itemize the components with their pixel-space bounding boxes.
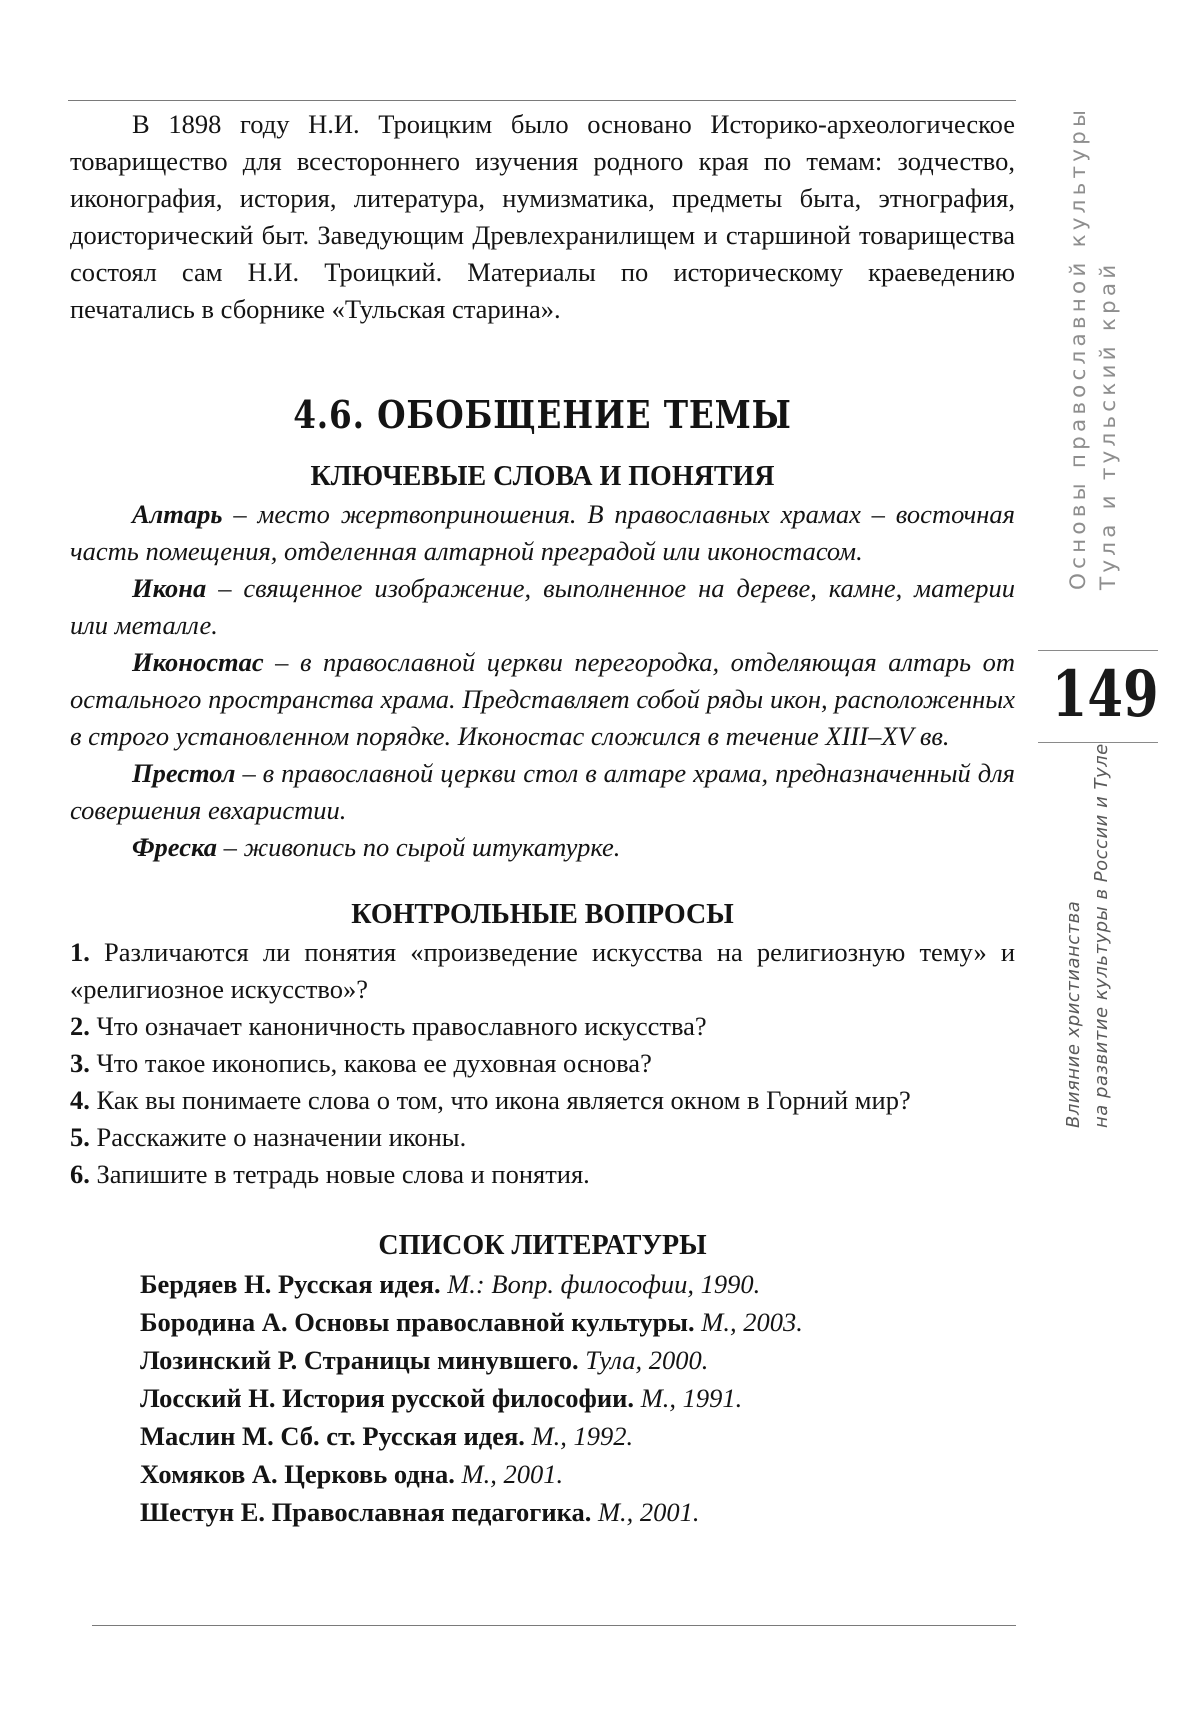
sidebar-chapter-title-line2: на развитие культуры в России и Туле <box>1091 743 1112 1128</box>
literature-publication: М., 2001. <box>591 1497 700 1527</box>
term-word: Икона <box>132 573 207 603</box>
literature-publication: М., 1992. <box>524 1421 634 1451</box>
literature-item <box>140 1341 1015 1379</box>
question-item <box>70 1008 1015 1045</box>
question-item <box>70 934 1015 1008</box>
questions-list <box>70 934 1015 1193</box>
question-number: 3. <box>70 1048 90 1078</box>
question-item <box>70 1045 1015 1082</box>
literature-author-title: Бородина А. Основы православной культуры. <box>140 1307 695 1337</box>
question-item <box>70 1082 1015 1119</box>
literature-item <box>140 1265 1015 1303</box>
literature-item <box>140 1493 1015 1531</box>
sidebar-chapter-title <box>1060 728 1124 1128</box>
sidebar-rule-upper <box>1038 650 1158 651</box>
term-definition: – священное изображение, выполненное на дереве, камне, материи или металле. <box>70 573 1015 640</box>
literature-item <box>140 1303 1015 1341</box>
question-number: 1. <box>70 937 90 967</box>
literature-author-title: Лозинский Р. Страницы минувшего. <box>140 1345 579 1375</box>
term-definition: – в православной церкви перегородка, отделяющая алтарь от остального пространства храма. Представляет собой ряды икон, расположенных в строго установленном порядке. Иконостас сложился в течение XIII–XV вв. <box>70 647 1015 751</box>
sidebar-book-title-line2: Тула и тульский край <box>1096 260 1121 590</box>
question-text: Запишите в тетрадь новые слова и понятия. <box>89 1159 590 1189</box>
page-content <box>70 106 1015 1531</box>
literature-title: СПИСОК ЛИТЕРАТУРЫ <box>378 1230 707 1261</box>
term-definition: – живопись по сырой штукатурке. <box>216 832 621 862</box>
term-altar <box>70 496 1015 570</box>
term-altar-table <box>70 755 1015 829</box>
keywords-list <box>70 496 1015 866</box>
question-item <box>70 1156 1015 1193</box>
term-definition: – место жертвоприношения. В православных храмах – восточная часть помещения, отделенная алтарной преградой или иконостасом. <box>70 499 1015 566</box>
question-text: Как вы понимаете слова о том, что икона является окном в Горний мир? <box>89 1085 911 1115</box>
term-fresco <box>70 829 1015 866</box>
keywords-title: КЛЮЧЕВЫЕ СЛОВА И ПОНЯТИЯ <box>310 461 775 492</box>
literature-publication: М., 1991. <box>634 1383 743 1413</box>
literature-author-title: Шестун Е. Православная педагогика. <box>140 1497 592 1527</box>
term-definition: – в православной церкви стол в алтаре храма, предназначенный для совершения евхаристии. <box>70 758 1015 825</box>
sidebar-book-title-line1: Основы православной культуры <box>1066 105 1091 590</box>
intro-paragraph: В 1898 году Н.И. Троицким было основано Историко-археологическое товарищество для всестороннего изучения родного края по темам: зодчество, иконография, история, литература, нумизматика, предметы быта, этнография, доисторический быт. Заведующим Древлехранилищем и старшиной товарищества состоял сам Н.И. Троицкий. Материалы по историческому краеведению печатались в сборнике «Тульская старина». <box>70 109 1015 324</box>
question-text: Что такое иконопись, какова ее духовная основа? <box>89 1048 652 1078</box>
literature-item <box>140 1455 1015 1493</box>
top-rule <box>68 100 1016 101</box>
term-word: Престол <box>132 758 236 788</box>
bottom-rule <box>92 1625 1016 1626</box>
question-number: 5. <box>70 1122 90 1152</box>
question-number: 4. <box>70 1085 90 1115</box>
literature-author-title: Бердяев Н. Русская идея. <box>140 1269 441 1299</box>
sidebar-chapter-title-line1: Влияние христианства <box>1063 900 1084 1128</box>
questions-title: КОНТРОЛЬНЫЕ ВОПРОСЫ <box>351 899 734 930</box>
question-number: 6. <box>70 1159 90 1189</box>
literature-item <box>140 1379 1015 1417</box>
literature-publication: М., 2003. <box>694 1307 803 1337</box>
literature-author-title: Лосский Н. История русской философии. <box>140 1383 635 1413</box>
literature-list <box>70 1265 1015 1531</box>
literature-publication: М.: Вопр. философии, 1990. <box>440 1269 761 1299</box>
question-item <box>70 1119 1015 1156</box>
literature-publication: М., 2001. <box>454 1459 564 1489</box>
term-word: Иконостас <box>132 647 264 677</box>
literature-item <box>140 1417 1015 1455</box>
term-iconostasis <box>70 644 1015 755</box>
literature-author-title: Хомяков А. Церковь одна. <box>140 1459 455 1489</box>
term-word: Алтарь <box>132 499 223 529</box>
intro-section <box>70 106 1015 328</box>
sidebar-book-title <box>1064 105 1128 590</box>
question-text: Что означает каноничность православного искусства? <box>89 1011 707 1041</box>
literature-publication: Тула, 2000. <box>578 1345 709 1375</box>
page-number: 149 <box>1051 657 1159 732</box>
term-word: Фреска <box>132 832 217 862</box>
section-title: 4.6. ОБОБЩЕНИЕ ТЕМЫ <box>293 392 792 437</box>
question-text: Различаются ли понятия «произведение искусства на религиозную тему» и «религиозное искусство»? <box>70 937 1015 1004</box>
question-number: 2. <box>70 1011 90 1041</box>
question-text: Расскажите о назначении иконы. <box>89 1122 467 1152</box>
term-icon <box>70 570 1015 644</box>
literature-author-title: Маслин М. Сб. ст. Русская идея. <box>140 1421 525 1451</box>
